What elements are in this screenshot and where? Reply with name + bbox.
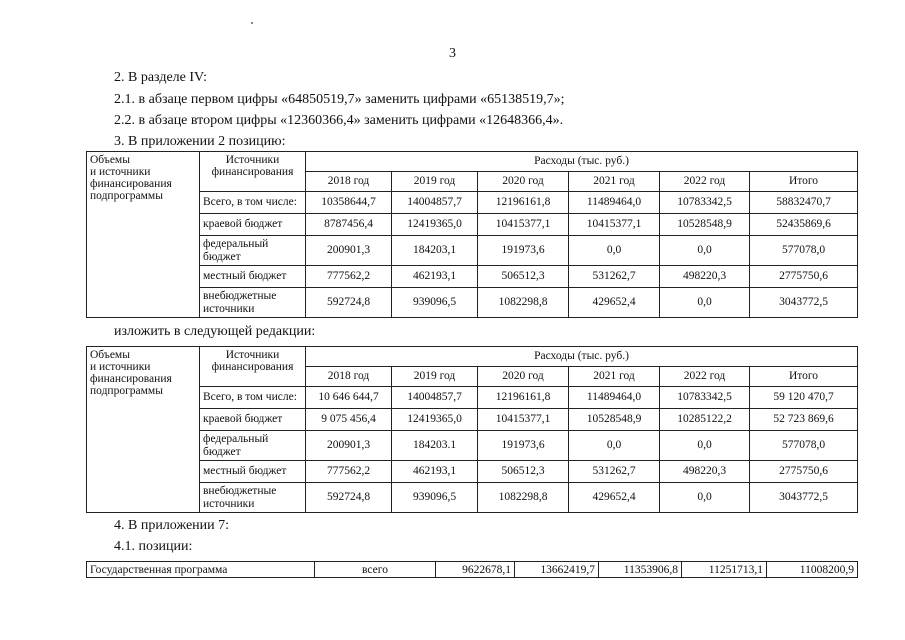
year-header: 2021 год: [569, 172, 660, 192]
year-header: 2018 год: [306, 367, 392, 387]
table-row: [87, 214, 858, 236]
value-cell: 8787456,4: [306, 214, 392, 236]
page-number: 3: [449, 46, 456, 61]
value-cell: 592724,8: [306, 288, 392, 318]
row-label: внебюджетные источники: [200, 288, 306, 318]
row-label: внебюджетные источники: [200, 483, 306, 513]
value-cell: 13662419,7: [515, 562, 599, 578]
value-cell: 506512,3: [478, 461, 569, 483]
value-cell: 1082298,8: [478, 288, 569, 318]
row-label: федеральный бюджет: [200, 431, 306, 461]
value-cell: 3043772,5: [750, 288, 858, 318]
value-cell: 939096,5: [392, 288, 478, 318]
paragraph-3: 3. В приложении 2 позицию:: [114, 134, 286, 149]
value-cell: 191973,6: [478, 236, 569, 266]
value-cell: 0,0: [569, 236, 660, 266]
value-cell: 0,0: [660, 288, 750, 318]
value-cell: 191973,6: [478, 431, 569, 461]
year-header: 2021 год: [569, 367, 660, 387]
value-cell: 531262,7: [569, 266, 660, 288]
value-cell: 0,0: [569, 431, 660, 461]
value-cell: 777562,2: [306, 461, 392, 483]
sources-header: Источники финансирования: [200, 152, 306, 192]
paragraph-4-1: 4.1. позиции:: [114, 539, 193, 554]
value-cell: 10415377,1: [478, 409, 569, 431]
row-label: местный бюджет: [200, 266, 306, 288]
value-cell: 14004857,7: [392, 387, 478, 409]
value-cell: 184203,1: [392, 236, 478, 266]
value-cell: 11489464,0: [569, 192, 660, 214]
paragraph-new-edition: изложить в следующей редакции:: [114, 324, 316, 339]
value-cell: 0,0: [660, 236, 750, 266]
value-cell: 2775750,6: [750, 266, 858, 288]
table-row: [87, 409, 858, 431]
year-header: 2022 год: [660, 172, 750, 192]
row-label: краевой бюджет: [200, 409, 306, 431]
table-row: [87, 562, 858, 578]
value-cell: 59 120 470,7: [750, 387, 858, 409]
value-cell: 52 723 869,6: [750, 409, 858, 431]
value-cell: 10528548,9: [660, 214, 750, 236]
value-cell: 577078,0: [750, 236, 858, 266]
value-cell: 777562,2: [306, 266, 392, 288]
value-cell: 52435869,6: [750, 214, 858, 236]
value-cell: 939096,5: [392, 483, 478, 513]
table-row: [87, 483, 858, 513]
value-cell: 12196161,8: [478, 192, 569, 214]
year-header: 2020 год: [478, 172, 569, 192]
paragraph-2-2: 2.2. в абзаце втором цифры «12360366,4» заменить цифрами «12648366,4».: [114, 113, 564, 128]
value-cell: 498220,3: [660, 461, 750, 483]
value-cell: 531262,7: [569, 461, 660, 483]
year-header: 2022 год: [660, 367, 750, 387]
value-cell: 9 075 456,4: [306, 409, 392, 431]
value-cell: 11353906,8: [599, 562, 682, 578]
row-label: краевой бюджет: [200, 214, 306, 236]
value-cell: 3043772,5: [750, 483, 858, 513]
table-row: [87, 266, 858, 288]
table-row: [87, 387, 858, 409]
year-header: 2019 год: [392, 172, 478, 192]
value-cell: 12419365,0: [392, 409, 478, 431]
year-header: 2020 год: [478, 367, 569, 387]
gov-program-type: всего: [315, 562, 436, 578]
objectives-cell: Объемы и источники финансирования подпрограммы: [87, 347, 200, 513]
value-cell: 506512,3: [478, 266, 569, 288]
table-row: [87, 461, 858, 483]
value-cell: 12196161,8: [478, 387, 569, 409]
value-cell: 10415377,1: [478, 214, 569, 236]
paragraph-2-1: 2.1. в абзаце первом цифры «64850519,7» заменить цифрами «65138519,7»;: [114, 92, 565, 107]
value-cell: 11251713,1: [682, 562, 767, 578]
value-cell: 11489464,0: [569, 387, 660, 409]
value-cell: 10 646 644,7: [306, 387, 392, 409]
value-cell: 9622678,1: [436, 562, 515, 578]
value-cell: 10783342,5: [660, 192, 750, 214]
row-label: Всего, в том числе:: [200, 192, 306, 214]
value-cell: 184203.1: [392, 431, 478, 461]
table-new-position: [86, 346, 858, 513]
value-cell: 11008200,9: [767, 562, 858, 578]
value-cell: 14004857,7: [392, 192, 478, 214]
table-row: [87, 288, 858, 318]
value-cell: 10528548,9: [569, 409, 660, 431]
gov-program-name: Государственная программа: [87, 562, 315, 578]
value-cell: 200901,3: [306, 431, 392, 461]
paragraph-4: 4. В приложении 7:: [114, 518, 230, 533]
objectives-cell: Объемы и источники финансирования подпрограммы: [87, 152, 200, 318]
expenses-header: Расходы (тыс. руб.): [306, 152, 858, 172]
value-cell: 10285122,2: [660, 409, 750, 431]
value-cell: 429652,4: [569, 288, 660, 318]
row-label: местный бюджет: [200, 461, 306, 483]
paragraph-section-4: 2. В разделе IV:: [114, 70, 207, 85]
table-row: [87, 192, 858, 214]
expenses-header: Расходы (тыс. руб.): [306, 347, 858, 367]
table-row: [87, 431, 858, 461]
value-cell: 1082298,8: [478, 483, 569, 513]
value-cell: 12419365,0: [392, 214, 478, 236]
scan-speck: [251, 22, 253, 24]
value-cell: 10415377,1: [569, 214, 660, 236]
total-header: Итого: [750, 367, 858, 387]
year-header: 2019 год: [392, 367, 478, 387]
row-label: федеральный бюджет: [200, 236, 306, 266]
value-cell: 462193,1: [392, 461, 478, 483]
value-cell: 200901,3: [306, 236, 392, 266]
value-cell: 58832470,7: [750, 192, 858, 214]
gov-program-row-table: [86, 561, 858, 578]
total-header: Итого: [750, 172, 858, 192]
value-cell: 429652,4: [569, 483, 660, 513]
value-cell: 0,0: [660, 483, 750, 513]
table-old-position: [86, 151, 858, 318]
value-cell: 577078,0: [750, 431, 858, 461]
value-cell: 592724,8: [306, 483, 392, 513]
value-cell: 462193,1: [392, 266, 478, 288]
sources-header: Источники финансирования: [200, 347, 306, 387]
year-header: 2018 год: [306, 172, 392, 192]
value-cell: 0,0: [660, 431, 750, 461]
value-cell: 2775750,6: [750, 461, 858, 483]
row-label: Всего, в том числе:: [200, 387, 306, 409]
value-cell: 10783342,5: [660, 387, 750, 409]
table-row: [87, 236, 858, 266]
value-cell: 10358644,7: [306, 192, 392, 214]
value-cell: 498220,3: [660, 266, 750, 288]
